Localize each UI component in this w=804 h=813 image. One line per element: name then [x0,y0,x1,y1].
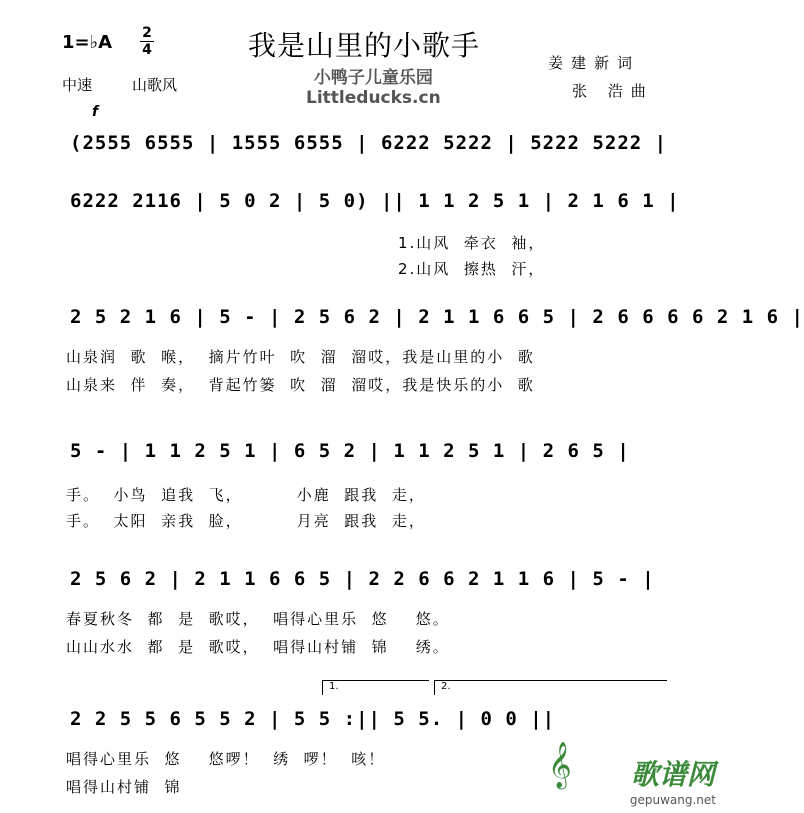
ending-2-label: 2. [441,681,451,692]
lyricist-credit: 姜建新词 [548,54,641,72]
ending-1-label: 1. [329,681,339,692]
system-6-lyric-2: 唱得山村铺 锦 [66,778,182,796]
tempo-marking: 中速 [62,76,93,94]
watermark-brand: 歌谱网 [630,758,715,791]
time-signature [140,26,154,57]
system-3-notes: 2 5 2 1 6 | 5 - | 2 5 6 2 | 2 1 1 6 6 5 | 2 6 6 6 6 2 1 6 | [70,306,804,328]
system-4-lyric-1: 手。 小鸟 追我 飞， 小鹿 跟我 走， [66,486,426,504]
key-signature: 1=♭A [62,32,113,53]
ending-2-bracket [434,680,667,695]
system-5-lyric-1: 春夏秋冬 都 是 歌哎， 唱得心里乐 悠 悠。 [66,610,450,628]
ending-1-bracket [322,680,429,695]
system-3-lyric-2: 山泉来 伴 奏， 背起竹篓 吹 溜 溜哎，我是快乐的小 歌 [66,376,535,394]
treble-clef-icon: 𝄞 [548,742,572,788]
time-signature-bottom: 4 [142,42,152,58]
composer-credit: 张 浩曲 [572,82,654,100]
system-2-lyric-2: 2.山风 擦热 汗， [398,260,546,278]
logo-watermark [306,68,441,108]
system-4-notes: 5 - | 1 1 2 5 1 | 6 5 2 | 1 1 2 5 1 | 2 6 5 | [70,440,630,462]
system-5-lyric-2: 山山水水 都 是 歌哎， 唱得山村铺 锦 绣。 [66,638,450,656]
system-5-notes: 2 5 6 2 | 2 1 1 6 6 5 | 2 2 6 6 2 1 1 6 | 5 - | [70,568,655,590]
system-3-lyric-1: 山泉润 歌 喉， 摘片竹叶 吹 溜 溜哎，我是山里的小 歌 [66,348,535,366]
time-signature-top: 2 [142,25,152,41]
song-title: 我是山里的小歌手 [248,29,481,62]
logo-line2: Littleducks.cn [306,88,441,108]
site-watermark [630,753,716,807]
system-2-lyric-1: 1.山风 牵衣 袖， [398,234,546,252]
system-4-lyric-2: 手。 太阳 亲我 脸， 月亮 跟我 走， [66,512,426,530]
logo-line1: 小鸭子儿童乐园 [313,68,433,88]
dynamic-marking: f [92,104,99,120]
watermark-url: gepuwang.net [629,793,716,807]
system-2-notes: 6222 2116 | 5 0 2 | 5 0) || 1 1 2 5 1 | 2 1 6 1 | [70,190,680,212]
system-1-notes: (2555 6555 | 1555 6555 | 6222 5222 | 5222 5222 | [70,132,668,154]
system-6-lyric-1: 唱得心里乐 悠 悠啰！ 绣 啰！ 咳！ [66,750,386,768]
style-marking: 山歌风 [132,76,178,94]
system-6-notes: 2 2 5 5 6 5 5 2 | 5 5 :|| 5 5. | 0 0 || [70,708,556,730]
